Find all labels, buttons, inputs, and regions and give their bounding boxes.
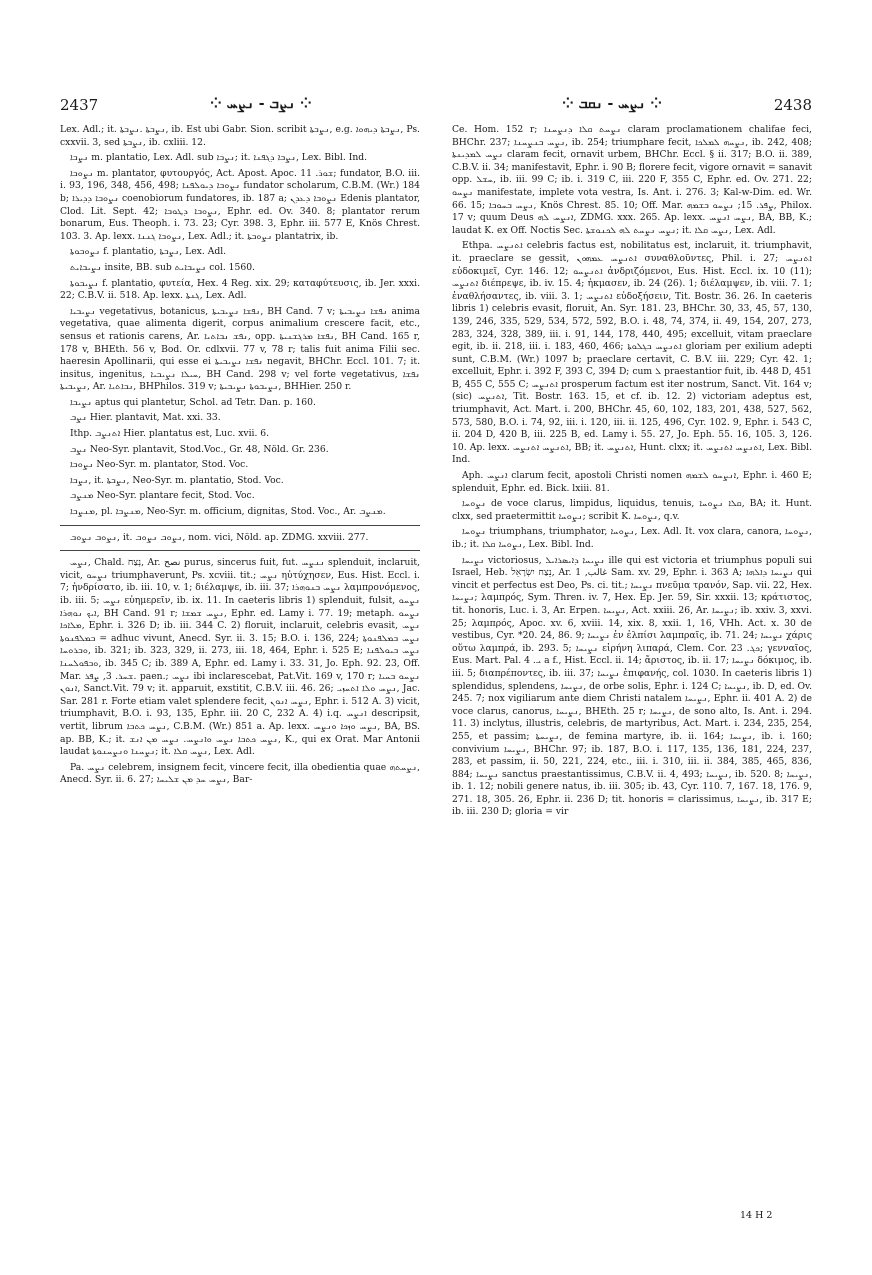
page-header: [60, 96, 812, 118]
section-divider: [60, 525, 420, 526]
entry-paragraph: ܢܨܘܒܐ Neo-Syr. m. plantator, Stod. Voc.: [70, 459, 249, 471]
entry-paragraph: ܡܢܨܒ Neo-Syr. plantare fecit, Stod. Voc.: [70, 490, 255, 502]
running-head-right: ⁘ ܢܨܚ - ܢܩܒ ⁘: [562, 96, 662, 112]
printer-signature: 14 H 2: [740, 1210, 773, 1221]
entry-paragraph: Pa. ܢܨܚ celebrem, insignem fecit, vincere fecit, illa obedientia quae ܢܨܚܬܗ, Anecd. Syr. ii. 6. 27; ܢܨܚ ܚܕ ܡܢ ܫܠܝܚܐ, Bar-: [60, 761, 420, 786]
entry-paragraph: ܢܨܘܚܐ triumphans, triumphator, ܢܨܘܚܐ, Lex. Adl. It. vox clara, canora, ܢܨܘܚܐ, ib.; it. ܢܨܘܚܐ ܩܠܐ, Lex. Bibl. Ind.: [452, 526, 812, 550]
entry-paragraph: ܢܨܒ Hier. plantavit, Mat. xxi. 33.: [70, 412, 221, 424]
entry-paragraph: ܢܨܘܒܐ m. plantator, φυτουργός, Act. Apost. Apoc. ܫܘܪ. 11; fundator, B.O. iii. i. 93, 196, 348, 456, 498; ܢܨܘܒܐ ܕܝܘܠܦܢܐ fundator scholarum, C.B.M. (Wr.) 184 b; ܢܨܘܒܐ ܕܕܝܪܐ coenobiorum fundatores, ib. 187 a; ܢܨܘܒܐ ܕܥܕܢ Edenis plantator, Clod. Lit. Sept. 42; ܢܨܘܒܐ ܕܛܘܒܐ, Ephr. ed. Ov. 340. 8; plantator rerum bonarum, Eus. Theoph. i. 73. 23; Cyr. 398. 3, Ephr. iii. 577 E, Knös Chrest. 103. 3. Ap. lexx. ܢܨܘܒܐ ܓܢܢܐ, Lex. Adl.; it. ܢܨܘܒܬܐ plantatrix, ib.: [60, 167, 420, 242]
entry-paragraph: Ithp. ܐܬܢܨܒ Hier. plantatus est, Luc. xvii. 6.: [70, 428, 270, 440]
entry-paragraph: ܢܨܘܚܐ de voce clarus, limpidus, liquidus, tenuis, ܩܠܐ ܢܨܘܚܐ, BA; it. Hunt. clxx, sed praetermittit ܢܨܘܚܐ; scribit K. ܢܨܘܚܐ, q.v.: [452, 498, 812, 522]
running-head-left: ⁘ ܢܨܒ - ܢܨܚ ⁘: [210, 96, 312, 112]
entry-paragraph: ܢܨܚ, Chald. נְצַח, Ar. نصح purus, sincerus fuit, fut. ܢܢܨܚ splenduit, inclaruit, vicit, ܢܨܚܘ triumphaverunt, Ps. xcviii. tit.; ܢܨܚ ηὐτύχησεν, Eus. Hist. Eccl. i. 7; ἠνδρίσατο, ib. iii. 10, v. 1; διέλαμψε, ib. iii. 37; ܢܨܚ ܒܢܘܗܪܐ λαμπρονόμενος, ib. iii. 5; ܢܨܚ εὐημερεῖν, ib. ix. 11. In caeteris libris 1) splenduit, fulsit, ܢܨܚܘ ܐܝܟ ܢܘܗܪܐ, BH Cand. 91 r; ܢܨܚ ܫܡܫܐ, Ephr. ed. Lamy i. 77. 19; metaph. ܢܨܚܘ ܡܠܐܟܐ, Ephr. i. 326 D; ib. iii. 344 C. 2) floruit, inclaruit, celebris evasit, ܢܨܚ ܒܡܠܦܢܘܬܐ = adhuc vivunt, Anecd. Syr. ii. 3. 15; B.O. i. 136, 224; ܢܨܚ ܒܡܠܦܢܘܬܐ ܘܒܪܘܚܐ, ib. 321; ib. 323, 329, ii. 273, iii. 18, 464, Ephr. i. 525 E; ܢܨܚ ܒܝܘܠܦܢܐ ܘܒܦܘܠܚܢܐ, ib. 345 C; ib. 389 A, Ephr. ed. Lamy i. 33. 31, Jo. Eph. 92. 23, Off. Mar. ܫܚܪ. 3, ܨܦܪ. paen.; ܢܨܚ ibi inclarescebat, Pat.Vit. 169 v, 170 r; ܢܨܚܘ ܒܚܝܐ ܐܢܘܢ, Sanct.Vit. 79 v; it. apparuit, exstitit, C.B.V. iii. 46. 26; ܢܨܚ ܘܠܐ ܐܬܚܙܝ, Jac. Sar. 281 r. Forte etiam valet splendere fecit, ܢܨܚ ܐܢܘܢ, Ephr. i. 512 A. 3) vicit, triumphavit, B.O. i. 93, 135, Ephr. iii. 20 C, 232 A. 4) i.q. ܐܢܨܚ descripsit, vertit, librum ܢܨܚ ܟܬܒܐ, C.B.M. (Wr.) 851 a. Ap. lexx. ܢܨܚ ܘܙܟܐ ܘܢܨܚ, BA, BS. ap. BB, K.; it. ܢܨܚ ܟܬܒܐ ܢܨܚ ܘܐܢܨܚ. ܢܨܚ ܡܢ ܐܢܫ, K., qui ex Orat. Mar Antonii laudat ܢܨܚܢܐ ܘܢܨܚܢܘܬܐ; it. ܢܨܚ ܩܠܐ, Lex. Adl.: [60, 557, 421, 758]
entry-paragraph: ܢܨܒ Neo-Syr. plantavit, Stod.Voc., Gr. 48, Nöld. Gr. 236.: [70, 443, 329, 455]
entry-paragraph: ܢܨܝܒܝܐ vegetativus, botanicus, ܢܦܫܐ ܢܨܝܒܝܬܐ, BH Cand. 7 v; ܢܦܫܐ ܢܨܝܒܝܬܐ anima vegetativa, quae alimenta digerit, corpus animalium crescere facit, etc., sensus et rationis carens, Ar. ܢܦܫ ܢܒܐܬܝܐ, opp. ܢܦܫܐ ܡܪܓܫܢܝܬܐ, BH Cand. 165 r, 178 v, BHEth. 56 v, Bod. Or. cdlxvii. 77 v, 78 r; talis fuit anima Filii sec. haeresin Apollinarii, qui esse ei ܢܦܫܐ ܢܨܝܒܝܬܐ negavit, BHChr. Eccl. 101. 7; it. insitus, ingenitus, ܚܝܠܐ ܢܨܝܒܝܐ, BH Cand. 298 v; vel forte vegetativus, ܢܦܫܐ ܢܨܝܒܝܬܐ, Ar. ܢܒܐܬܝܐ, BHPhilos. 319 v; ܢܨܝܒܘܬܐ ܢܨܝܒܝܬܐ, BHHier. 250 r.: [60, 305, 420, 393]
entry-paragraph: Aph. ܐܢܨܚ clarum fecit, apostoli Christi nomen ܐܢܨܚܘ ܠܫܡܗ, Ephr. i. 460 E; splenduit, Ephr. ed. Bick. lxiii. 81.: [452, 470, 812, 494]
right-column: [452, 124, 812, 822]
entry-paragraph: ܢܨܘܒ ܢܨܘܒ, it. ܢܨܘܒ ܢܨܘܒ, nom. vici, Nöld. ap. ZDMG. xxviii. 277.: [70, 531, 369, 543]
entry-paragraph: Ethpa. ܐܬܢܨܚ celebris factus est, nobilitatus est, inclaruit, it. triumphavit, it. praeclare se gessit, ܐܬܢܨܚ ܥܡܗܘܢ συναθλοῦντες, Phil. i. 27; ܐܬܢܨܚ εὐδοκιμεῖ, Cyr. 146. 12; ܐܬܢܨܚܘ ἀνδριζόμενοι, Eus. Hist. Eccl. ix. 10 (11); ܐܬܢܨܚ διέπρεψε, ib. iv. 15. 4; ἠκμασεν, ib. 24 (26). 1; διέλαμψεν, ib. viii. 7. 1; ἐναθλήσαντες, ib. viii. 3. 1; ܐܬܢܨܚ εὐδοξήσειν, Tit. Bostr. 36. 26. In caeteris libris 1) celebris evasit, floruit, An. Syr. 181. 23, BHChr. 30, 33, 45, 57, 130, 139, 246, 335, 529, 534, 572, 592, B.O. i. 48, 74, 374, ii. 49, 154, 207, 273, 283, 324, 328, 389, iii. i. 91, 144, 178, 440, 495; excelluit, vitam praeclare egit, ib. ii. 218, iii. i. 183, 460, 466; ܐܬܢܨܚ ܒܓܠܘܬܐ gloriam per exilium adepti sunt, C.B.M. (Wr.) 1097 b; praeclare certavit, C. B.V. iii. 229; Cyr. 42. 1; excelluit, Ephr. i. 392 F, 393 C, 394 D; cum ܠ praestantior fuit, ib. 448 D, 451 B, 455 C, 555 C; ܐܬܢܨܚ prosperum factum est iter nostrum, Sanct. Vit. 164 v; (sic) ܐܬܢܨܚ, Tit. Bostr. 163. 15, et cf. ib. 12. 2) victoriam adeptus est, triumphavit, Act. Mart. i. 200, BHChr. 45, 60, 102, 183, 201, 438, 527, 562, 573, 580, B.O. i. 74, 92, iii. i. 120, iii. ii. 125, 496, Cyr. 102. 9, Ephr. i. 543 C, ii. 204 D, 420 B, iii. 225 B, ed. Lamy i. 55. 27, Jo. Eph. 55. 16, 105. 3, 126. 10. Ap. lexx. ܐܬܢܨܚ ܐܬܢܨܚ, BB; it. ܐܬܢܨܚ, Hunt. clxx; it. ܐܬܢܨܚ ܐܬܢܨܚ, Lex. Bibl. Ind.: [452, 240, 813, 466]
entry-paragraph: Lex. Adl.; it. ܢܨܒܬܐ .ܢܨܒܬܐ, ib. Est ubi Gabr. Sion. scribit ܢܨܒܬܐ, e.g. ܢܨܒܬܐ ܕܝܗܘܐ, Ps. cxxvii. 3, sed ܢܨܒܬܐ, ib. cxliii. 12.: [60, 124, 420, 148]
entry-paragraph: Ce. Hom. 152 r; ܢܨܚܬ ܩܠܐ ܕܢܨܚܢܐ claram proclamationem chalifae feci, BHChr. 237; ܢܨܚ ܒܢܨܚܢܐ, ib. 254; triumphare fecit, ܢܨܚܗ ܠܡܠܟܐ, ib. 242, 408; ܢܨܚ ܠܡܕܝܢܬܐ claram fecit, ornavit urbem, BHChr. Eccl. § ii. 317; B.O. ii. 389, C.B.V. ii. 34; manifestavit, Ephr. i. 90 B; florere fecit, vigore ornavit = sanavit opp. ܚܫܠ, ib. iii. 99 C; ib. i. 319 C, iii. 220 F, 355 C, Ephr. ed. Ov. 271. 22; ܢܨܚܘ manifestate, implete vota vestra, Is. Ant. i. 276. 3; Kal-w-Dim. ed. Wr. 66. 15; ܢܨܚ ܒܚܘܒܐ, Knös Chrest. 85. 10; Off. Mar. ܨܦܪ. 15; ܢܨܚܘ ܒܫܡܗ, Philox. 17 v; quum Deus ܐܢܨܚ ܠܗ, ZDMG. xxx. 265. Ap. lexx. ܢܨܚ ܐܢܨܚ, BA, BB, K.; laudat K. ex Off. Noctis Sec. ܢܨܚ ܢܨܚܬ ܠܗ ܠܟܢܘܫܬܐ; it. ܢܨܚ ܩܠܐ, Lex. Adl.: [452, 124, 813, 236]
entry-paragraph: ܢܨܒܐ, it. ܢܨܒܬܐ, Neo-Syr. m. plantatio, Stod. Voc.: [70, 474, 284, 486]
entry-paragraph: ܢܨܒܐ m. plantatio, Lex. Adl. sub ܢܨܒܐ; it. ܢܨܒܐ ܕܓܦܢܐ, Lex. Bibl. Ind.: [70, 152, 368, 164]
entry-paragraph: ܢܨܝܒܘܬܐ f. plantatio, φυτεία, Hex. 4 Reg. xix. 29; καταφύτευσις, ib. Jer. xxxi. 22; C.B.V. ii. 518. Ap. lexx. ܓܢܬܐ, Lex. Adl.: [60, 277, 420, 302]
entry-paragraph: ܡܢܨܒܐ, pl. ܡܢܨܒܐ, Neo-Syr. m. officium, dignitas, Stod. Voc., Ar. ܡܢܨܒ.: [70, 506, 386, 518]
entry-paragraph: ܢܨܝܒܐܝܬ insite, BB. sub ܢܨܝܒܐܝܬ col. 1560.: [70, 261, 255, 273]
entry-paragraph: ܢܨܝܒܐ aptus qui plantetur, Schol. ad Tetr. Dan. p. 160.: [70, 396, 316, 408]
left-column: [60, 124, 420, 790]
page-number-right: 2438: [773, 96, 812, 114]
section-divider: [60, 550, 420, 551]
entry-paragraph: ܢܨܘܒܘܬܐ f. plantatio, ܢܨܒܬܐ, Lex. Adl.: [70, 246, 227, 258]
page-number-left: 2437: [60, 96, 99, 114]
entry-paragraph: ܢܨܝܚܐ victoriosus, ܢܨܝܚܐ ܕܐܝܣܪܐܝܠ ille qui est victoria et triumphus populi sui Israel, Heb. נֵצַח יִשְׂרָאֵל, Ar. غالب, 1 Sam. xv. 29, Ephr. i. 363 A; ܢܨܝܚܐ ܕܐܠܗܐ qui vincit et perfectus est Deo, Ps. ci. tit.; ܢܨܝܚܐ πνεῦμα τρανόν, Sap. vii. 22, Hex. ܢܨܝܚܐ; λαμπρός, Sym. Thren. iv. 7, Hex. Ep. Jer. 59, Sir. xxxii. 13; κράτιστος, tit. honoris, Luc. i. 3, Ar. Erpen. ܢܨܝܚܐ, Act. xxiii. 26, Ar. ܢܨܝܚܐ; ib. xxiv. 3, xxvi. 25; λαμπρός, Apoc. xv. 6, xviii. 14, xix. 8, xxii. 1, 16, VHh. Act. x. 30 de vestibus, Cyr. *20. 24, 86. 9; ܢܨܝܚܐ ἐν ἐλπίσι λαμπραῖς, ib. 71. 24; ܢܨܝܚܐ χάρις οὕτω λαμπρά, ib. 293. 5; ܢܨܝܚܐ εἰρήνη λιπαρά, Clem. Cor. ܟܓ. 23; γενναῖος, Eus. Mart. Pal. ܝ. 4 a f., Hist. Eccl. ii. 14; ἄριστος, ib. ii. 17; ܢܨܝܚܐ δόκιμος, ib. iii. 5; διαπρέποντες, ib. iii. 37; ܢܨܝܚܐ ἐπιφανής, col. 1030. In caeteris libris 1) splendidus, splendens, ܢܨܝܚܐ, de orbe solis, Ephr. i. 124 C; ܢܨܝܚܐ, ib. D, ed. Ov. 245. 7; nox vigiliarum ante diem Christi natalem ܢܨܝܚܐ, Ephr. ii. 401 A. 2) de voce clarus, canorus, ܢܨܝܚܐ, BHEth. 25 r; ܢܨܝܚܐ, de sono alto, Is. Ant. i. 294. 11. 3) inclytus, illustris, celebris, de martyribus, Act. Mart. i. 234, 235, 254, 255, et passim; ܢܨܝܚܬܐ, de femina martyre, ib. ii. 164; ܢܨܝܚܐ, ib. i. 160; convivium ܢܨܝܚܐ, BHChr. 97; ib. 187, B.O. i. 117, 135, 136, 181, 224, 237, 283, et passim, ii. 50, 221, 224, etc., iii. i. 310, iii. ii. 384, 385, 465, 836, 884; ܢܨܝܚܐ sanctus praestantissimus, C.B.V. ii. 4, 493; ܢܨܝܚܐ, ib. 520. 8; ܢܨܝܚܐ, ib. 1. 12; nobili genere natus, ib. iii. 305; ib. 43, Cyr. 110. 7, 167. 18, 176. 9, 271. 18, 305. 26, Ephr. ii. 236 D; tit. honoris = clarissimus, ܢܨܝܚܐ, ib. 317 E; ib. iii. 230 D; gloria = vir: [452, 554, 813, 818]
